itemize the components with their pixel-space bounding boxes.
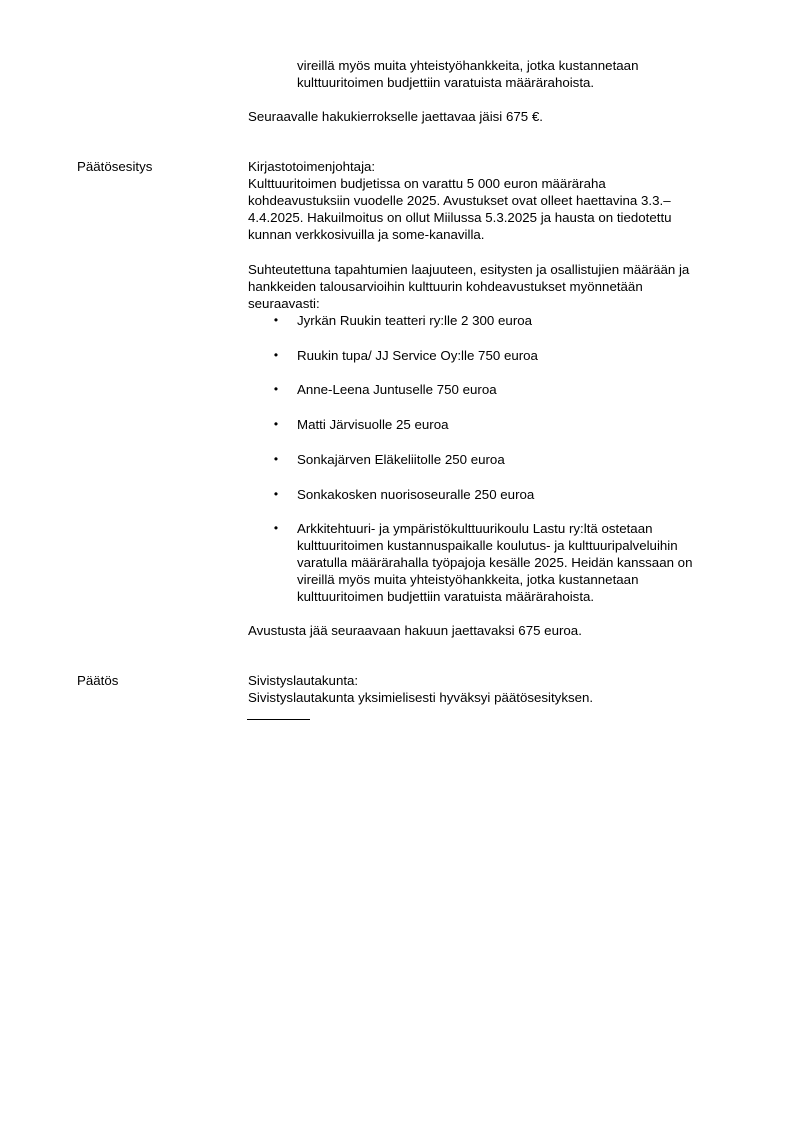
presenter-title: Kirjastotoimenjohtaja: bbox=[248, 159, 376, 174]
proposal-intro bbox=[248, 158, 748, 243]
grant-text: Anne-Leena Juntuselle 750 euroa bbox=[297, 382, 497, 397]
proposal-closing bbox=[248, 622, 748, 639]
bullet-icon: • bbox=[273, 313, 279, 327]
bullet-icon: • bbox=[273, 382, 279, 396]
list-item bbox=[270, 416, 777, 433]
section-label-proposal: Päätösesitys bbox=[77, 159, 153, 174]
grant-text: Ruukin tupa/ JJ Service Oy:lle 750 euroa bbox=[297, 348, 538, 363]
continuation-line: vireillä myös muita yhteistyöhankkeita, jotka kustannetaan bbox=[297, 58, 639, 73]
bullet-icon: • bbox=[273, 417, 279, 431]
intro-line: kunnan verkkosivuilla ja some-kanavilla. bbox=[248, 227, 485, 242]
grant-text: Sonkajärven Eläkeliitolle 250 euroa bbox=[297, 452, 505, 467]
list-item bbox=[270, 451, 777, 468]
grant-text: Matti Järvisuolle 25 euroa bbox=[297, 417, 449, 432]
list-item bbox=[270, 520, 777, 605]
list-item bbox=[270, 381, 777, 398]
intro-line: Kulttuuritoimen budjetissa on varattu 5 000 euron määräraha bbox=[248, 176, 606, 191]
grant-text: kulttuuritoimen budjettiin varatuista määrärahoista. bbox=[297, 589, 595, 604]
section-label-decision: Päätös bbox=[77, 673, 119, 688]
continuation-remaining bbox=[248, 108, 748, 125]
end-divider bbox=[247, 719, 310, 720]
continuation-text bbox=[297, 57, 747, 91]
rationale-line: hankkeiden talousarvioihin kulttuurin kohdeavustukset myönnetään bbox=[248, 279, 643, 294]
proposal-rationale bbox=[248, 261, 748, 312]
grant-text: varatulla määrärahalla työpajoja kesälle 2025. Heidän kanssaan on bbox=[297, 555, 693, 570]
intro-line: kohdeavustuksiin vuodelle 2025. Avustukset ovat olleet haettavina 3.3.– bbox=[248, 193, 671, 208]
closing-text: Avustusta jää seuraavaan hakuun jaettavaksi 675 euroa. bbox=[248, 623, 582, 638]
bullet-icon: • bbox=[273, 487, 279, 501]
list-item bbox=[270, 486, 777, 503]
bullet-icon: • bbox=[273, 452, 279, 466]
decision-body: Sivistyslautakunta: bbox=[248, 673, 359, 688]
bullet-icon: • bbox=[273, 521, 279, 535]
bullet-icon: • bbox=[273, 348, 279, 362]
decision-text bbox=[248, 672, 748, 706]
grant-text: vireillä myös muita yhteistyöhankkeita, jotka kustannetaan bbox=[297, 572, 639, 587]
continuation-line: kulttuuritoimen budjettiin varatuista määrärahoista. bbox=[297, 75, 595, 90]
intro-line: 4.4.2025. Hakuilmoitus on ollut Miilussa 5.3.2025 ja hausta on tiedotettu bbox=[248, 210, 672, 225]
grant-text: Jyrkän Ruukin teatteri ry:lle 2 300 euroa bbox=[297, 313, 533, 328]
rationale-line: seuraavasti: bbox=[248, 296, 320, 311]
list-item bbox=[270, 312, 777, 329]
grant-text: Arkkitehtuuri- ja ympäristökulttuurikoulu Lastu ry:ltä ostetaan bbox=[297, 521, 653, 536]
grant-text: Sonkakosken nuorisoseuralle 250 euroa bbox=[297, 487, 535, 502]
list-item bbox=[270, 347, 777, 364]
decision-statement: Sivistyslautakunta yksimielisesti hyväksyi päätösesityksen. bbox=[248, 690, 594, 705]
grant-text: kulttuuritoimen kustannuspaikalle koulutus- ja kulttuuripalveluihin bbox=[297, 538, 678, 553]
rationale-line: Suhteutettuna tapahtumien laajuuteen, esitysten ja osallistujien määrään ja bbox=[248, 262, 690, 277]
remaining-amount-text: Seuraavalle hakukierrokselle jaettavaa jäisi 675 €. bbox=[248, 109, 543, 124]
